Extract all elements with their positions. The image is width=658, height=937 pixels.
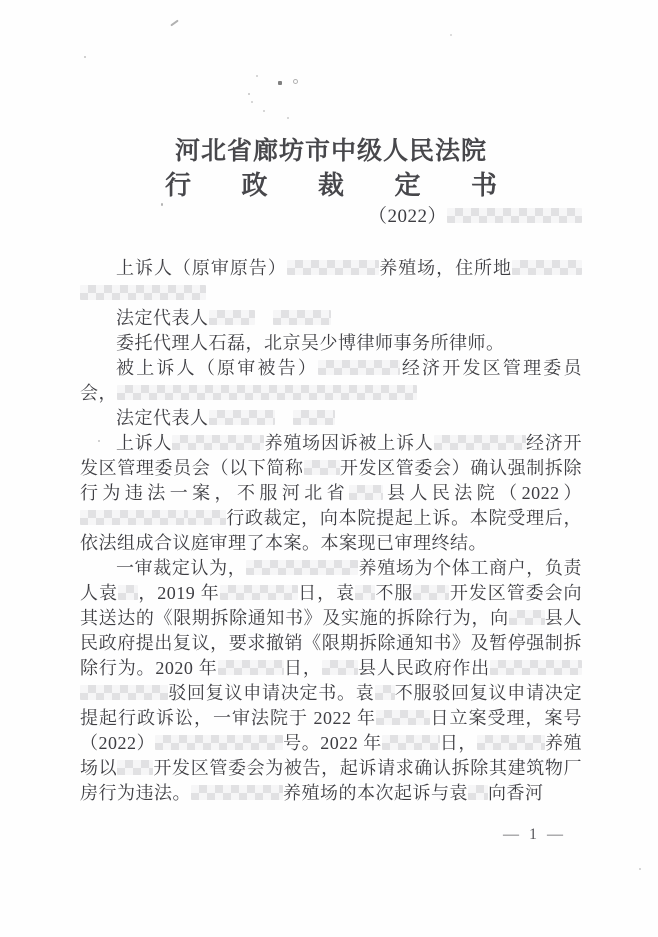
text-run: 向香河 [488, 783, 544, 803]
redaction-block [273, 310, 331, 325]
document-type-title: 行 政 裁 定 书 [164, 171, 519, 200]
redaction-block [191, 785, 283, 800]
redaction-block [490, 660, 582, 675]
text-run: 县人民法院（2022） [383, 483, 583, 503]
redaction-block [318, 360, 400, 375]
document-content [80, 0, 582, 806]
redaction-block [80, 510, 188, 525]
redaction-block [220, 585, 298, 600]
text-run: 养殖场，住所地 [378, 258, 512, 278]
text-run: 日，袁 [297, 583, 356, 603]
redaction-block [376, 710, 430, 725]
text-run: （2022） [367, 206, 447, 227]
redaction-block [413, 585, 449, 600]
redaction-block [209, 310, 255, 325]
text-run [255, 308, 274, 328]
appellant-line [80, 256, 582, 306]
document-body [80, 204, 582, 806]
text-run: 养殖场为个体工商户，负责人袁 [80, 558, 582, 603]
appellee-legal-rep-line [80, 406, 582, 431]
text-run: 开发区管委会）确认强制拆除行为违法一案，不服河北省 [80, 458, 583, 503]
redaction-block [382, 735, 440, 750]
text-run: 县人民政府作出 [357, 658, 491, 678]
redaction-block [155, 735, 283, 750]
appellant-legal-rep-line [80, 306, 582, 331]
text-run: 被上诉人（原审被告） [116, 358, 319, 378]
text-run: 不服 [375, 583, 414, 603]
text-run: ，2019 年 [137, 583, 220, 603]
text-run: 法定代表人 [116, 308, 209, 328]
redaction-block [246, 560, 358, 575]
text-run: 行政裁定，向本院提起上诉。本院受理后，依法组成合议庭审理了本案。本案现已审理终结。 [80, 508, 582, 553]
text-run: 养殖场以 [80, 733, 583, 778]
redaction-block [447, 208, 582, 223]
attorney-line [80, 331, 582, 356]
text-run: 养殖场的本次起诉与袁 [283, 783, 468, 803]
redaction-block [117, 760, 153, 775]
text-run: 不服驳回复议申请决定提起行政诉讼，一审法院于 2022 年 [80, 683, 582, 728]
redaction-block [188, 510, 226, 525]
redaction-block [349, 485, 383, 500]
procedure-paragraph [80, 431, 582, 556]
text-run: 经济开发区管理委员会， [80, 358, 583, 403]
scan-noise-mark [639, 868, 641, 870]
text-run: 养殖场因诉被上诉人 [264, 433, 434, 453]
case-number-line [80, 204, 582, 229]
text-run: 日， [283, 658, 322, 678]
text-run: 驳回复议申请决定书。袁 [168, 683, 375, 703]
text-run: 号。2022 年 [283, 733, 382, 753]
redaction-block [355, 585, 375, 600]
redaction-block [375, 685, 395, 700]
text-run: 日， [439, 733, 477, 753]
text-run: 委托代理人石磊，北京吴少博律师事务所律师。 [116, 333, 505, 353]
redaction-block [512, 260, 582, 275]
redaction-block [293, 410, 335, 425]
text-run: 日立案受理，案号（2022） [80, 708, 582, 753]
court-name-title: 河北省廊坊市中级人民法院 [174, 138, 487, 165]
redaction-block [477, 735, 545, 750]
redaction-block [209, 410, 275, 425]
redaction-block [287, 260, 379, 275]
redaction-block [468, 785, 488, 800]
redaction-block [322, 660, 358, 675]
text-run: 法定代表人 [116, 408, 209, 428]
text-run: 上诉人 [116, 433, 173, 453]
redaction-block [118, 585, 138, 600]
redaction-block [172, 435, 264, 450]
appellee-line [80, 356, 582, 406]
redaction-block [304, 460, 340, 475]
redaction-block [80, 685, 168, 700]
text-run [275, 408, 294, 428]
text-run: 开发区管委会向其送达的《限期拆除通知书》及实施的拆除行为，向 [80, 583, 583, 628]
redaction-block [218, 660, 284, 675]
text-run: 经济开发区管理委员会（以下简称 [80, 433, 582, 478]
text-run: 上诉人（原审原告） [116, 258, 287, 278]
redaction-block [434, 435, 526, 450]
page-number: — 1 — [503, 826, 566, 843]
redaction-block [117, 385, 417, 400]
redaction-block [509, 610, 545, 625]
text-run: 开发区管委会为被告，起诉请求确认拆除其建筑物厂房行为违法。 [80, 758, 582, 803]
text-run: 一审裁定认为， [116, 558, 247, 578]
first-instance-paragraph [80, 556, 582, 806]
redaction-block [80, 285, 206, 300]
text-run: 县人民政府提出复议，要求撤销《限期拆除通知书》及暂停强制拆除行为。2020 年 [80, 608, 582, 678]
